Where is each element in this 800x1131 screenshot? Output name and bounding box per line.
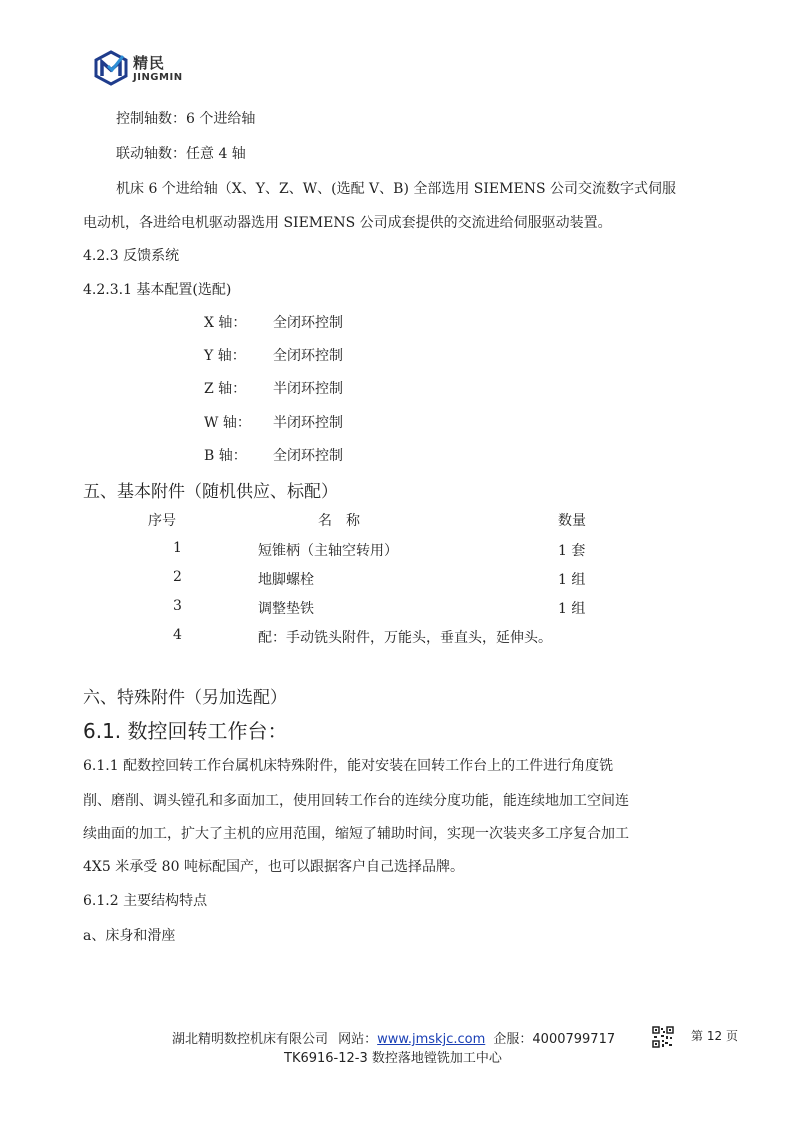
table-header-qty: 数量 xyxy=(558,513,586,529)
paragraph-6-1-1-line: 续曲面的加工，扩大了主机的应用范围，缩短了辅助时间，实现一次装夹多工序复合加工 xyxy=(83,826,629,842)
control-axes-text: 控制轴数：6 个进给轴 xyxy=(116,111,256,127)
qr-code-icon xyxy=(652,1026,674,1048)
table-cell-name: 配：手动铣头附件，万能头，垂直头，延伸头。 xyxy=(258,630,552,646)
item-a: a、床身和滑座 xyxy=(83,928,176,944)
table-cell-qty: 1 套 xyxy=(558,543,586,559)
basic-config-heading: 4.2.3.1 基本配置(选配) xyxy=(83,282,232,298)
axis-label: Z 轴： xyxy=(204,381,247,397)
axis-label: W 轴： xyxy=(204,415,251,431)
table-cell-no: 3 xyxy=(173,598,182,614)
table-cell-name: 调整垫铁 xyxy=(258,601,314,617)
axis-mode: 半闭环控制 xyxy=(273,381,343,397)
section-6-title: 六、特殊附件（另加选配） xyxy=(83,688,287,708)
paragraph-6-1-1-line: 6.1.1 配数控回转工作台属机床特殊附件，能对安装在回转工作台上的工件进行角度铣 xyxy=(83,758,614,774)
table-header-name: 名 称 xyxy=(318,513,360,529)
axis-mode: 半闭环控制 xyxy=(273,415,343,431)
footer-website-link[interactable]: www.jmskjc.com xyxy=(377,1032,486,1047)
table-cell-no: 1 xyxy=(173,540,182,556)
servo-paragraph-line-1: 机床 6 个进给轴（X、Y、Z、W、(选配 V、B) 全部选用 SIEMENS 公司交流数字式伺服 xyxy=(116,181,676,197)
jingmin-logo-icon xyxy=(93,50,129,86)
table-cell-no: 2 xyxy=(173,569,182,585)
linked-axes-text: 联动轴数：任意 4 轴 xyxy=(116,146,246,162)
footer-website-label: 网站： xyxy=(338,1032,378,1047)
page-number-value: 12 xyxy=(706,1029,723,1043)
page-suffix: 页 xyxy=(725,1029,738,1043)
table-cell-name: 短锥柄（主轴空转用） xyxy=(258,543,398,559)
section-6-1-title: 6.1. 数控回转工作台： xyxy=(83,719,288,743)
company-logo xyxy=(93,50,213,90)
page-prefix: 第 xyxy=(691,1029,704,1043)
heading-6-1-2: 6.1.2 主要结构特点 xyxy=(83,893,208,909)
axis-label: B 轴： xyxy=(204,448,247,464)
axis-mode: 全闭环控制 xyxy=(273,348,343,364)
table-cell-no: 4 xyxy=(173,627,182,643)
footer-doc-title: TK6916-12-3 数控落地镗铣加工中心 xyxy=(284,1051,502,1066)
axis-mode: 全闭环控制 xyxy=(273,448,343,464)
paragraph-6-1-1-line: 4X5 米承受 80 吨标配国产，也可以跟据客户自己选择品牌。 xyxy=(83,859,464,875)
table-header-no: 序号 xyxy=(148,513,176,529)
table-cell-qty: 1 组 xyxy=(558,572,586,588)
footer-service-label: 企服： xyxy=(493,1032,533,1047)
footer-service-phone: 4000799717 xyxy=(532,1032,616,1047)
servo-paragraph-line-2: 电动机，各进给电机驱动器选用 SIEMENS 公司成套提供的交流进给伺服驱动装置。 xyxy=(83,215,612,231)
axis-label: Y 轴： xyxy=(204,348,246,364)
footer-company: 湖北精明数控机床有限公司 xyxy=(172,1032,329,1047)
axis-mode: 全闭环控制 xyxy=(273,315,343,331)
feedback-heading: 4.2.3 反馈系统 xyxy=(83,248,180,264)
axis-label: X 轴： xyxy=(204,315,247,331)
logo-cn-text: 精民 xyxy=(133,54,166,72)
logo-en-text: JINGMIN xyxy=(133,72,183,83)
page-number xyxy=(691,1027,738,1044)
table-cell-qty: 1 组 xyxy=(558,601,586,617)
table-cell-name: 地脚螺栓 xyxy=(258,572,314,588)
section-5-title: 五、基本附件（随机供应、标配） xyxy=(83,482,338,502)
footer-line-1 xyxy=(172,1028,615,1047)
paragraph-6-1-1-line: 削、磨削、调头镗孔和多面加工，使用回转工作台的连续分度功能，能连续地加工空间连 xyxy=(83,793,629,809)
